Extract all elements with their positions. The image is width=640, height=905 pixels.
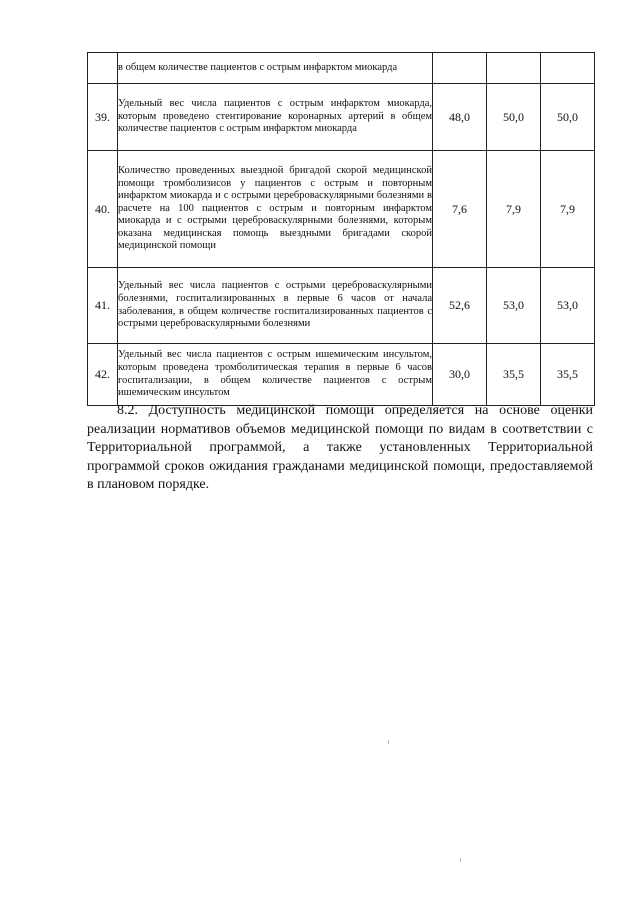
row-number: 40. <box>88 151 118 268</box>
table-row <box>88 151 595 268</box>
value-cell: 30,0 <box>433 344 487 406</box>
value-cell <box>487 53 541 84</box>
value-cell: 7,9 <box>541 151 595 268</box>
value-cell: 7,9 <box>487 151 541 268</box>
value-cell: 35,5 <box>541 344 595 406</box>
row-number: 41. <box>88 268 118 344</box>
table-row <box>88 268 595 344</box>
paragraph-text: 8.2. Доступность медицинской помощи определяется на основе оценки реализации нормативов объемов медицинской помощи по видам в соответствии с Территориальной программой, а также установленных Территориальной программой сроков ожидания гражданами медицинской помощи, предоставляемой в плановом порядке. <box>87 403 593 492</box>
table-row <box>88 344 595 406</box>
value-cell: 35,5 <box>487 344 541 406</box>
scan-artifact <box>460 858 461 862</box>
indicator-description: в общем количестве пациентов с острым инфарктом миокарда <box>118 53 433 84</box>
indicator-description: Удельный вес числа пациентов с острым ишемическим инсультом, которым проведена тромболитическая терапия в первые 6 часов госпитализации, в общем количестве пациентов с острым ишемическим инсультом <box>118 344 433 406</box>
table-row <box>88 53 595 84</box>
value-cell: 48,0 <box>433 84 487 151</box>
value-cell: 53,0 <box>541 268 595 344</box>
indicator-description: Количество проведенных выездной бригадой скорой медицинской помощи тромболизисов у пациентов с острым и повторным инфарктом миокарда и с острыми цереброваскулярными болезнями в расчете на 100 пациентов с острым и повторным инфарктом миокарда и с острыми цереброваскулярными болезнями, которым оказана медицинская помощь выездными бригадами скорой медицинской помощи <box>118 151 433 268</box>
value-cell: 53,0 <box>487 268 541 344</box>
value-cell: 7,6 <box>433 151 487 268</box>
indicators-table <box>87 52 595 406</box>
row-number: 39. <box>88 84 118 151</box>
value-cell: 50,0 <box>487 84 541 151</box>
table-row <box>88 84 595 151</box>
section-paragraph <box>87 402 593 495</box>
value-cell: 50,0 <box>541 84 595 151</box>
row-number: 42. <box>88 344 118 406</box>
value-cell <box>433 53 487 84</box>
value-cell <box>541 53 595 84</box>
row-number <box>88 53 118 84</box>
value-cell: 52,6 <box>433 268 487 344</box>
indicator-description: Удельный вес числа пациентов с острыми цереброваскулярными болезнями, госпитализированных в первые 6 часов от начала заболевания, в общем количестве госпитализированных пациентов с острыми цереброваскулярными болезнями <box>118 268 433 344</box>
indicator-description: Удельный вес числа пациентов с острым инфарктом миокарда, которым проведено стентирование коронарных артерий в общем количестве пациентов с острым инфарктом миокарда <box>118 84 433 151</box>
scan-artifact <box>388 740 389 744</box>
